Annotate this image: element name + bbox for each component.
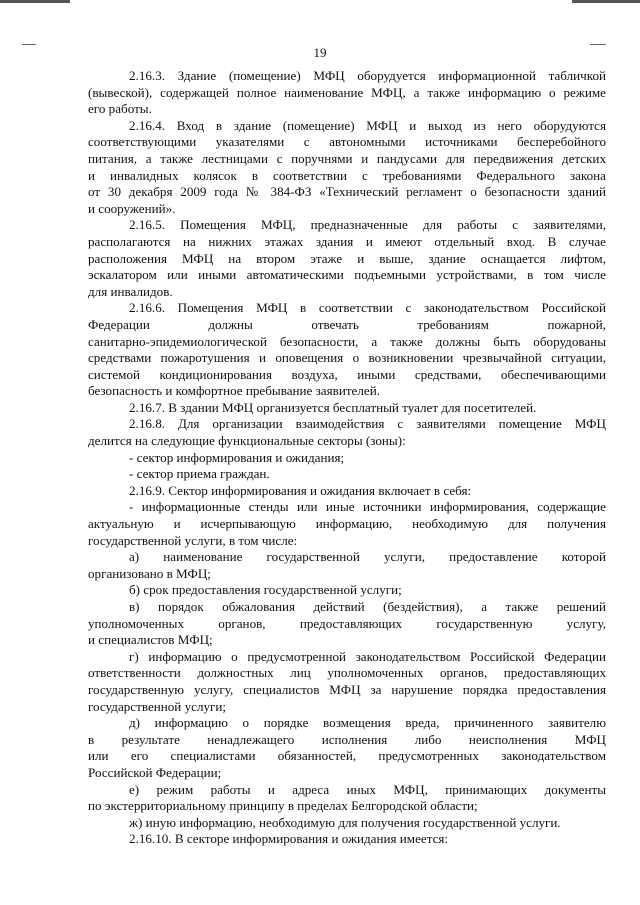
text-line: - информационные стенды или иные источники информирования, содержащие [129, 499, 606, 515]
text-line: ответственности должностных лиц уполномоченных органов, предоставляющих [88, 665, 606, 681]
text-line: и инвалидных колясок в соответствии с требованиями Федерального закона [88, 167, 606, 183]
text-line: 2.16.4. Вход в здание (помещение) МФЦ и выход из него оборудуются [129, 117, 606, 133]
text-line: уполномоченных органов, предоставляющих государственную услугу, [88, 615, 606, 631]
text-line: от 30 декабря 2009 года № 384-ФЗ «Технический регламент о безопасности зданий [88, 184, 606, 200]
text-line: организовано в МФЦ; [88, 565, 211, 581]
text-line: его работы. [88, 101, 152, 117]
text-line: средствами пожаротушения и оповещения о возникновении чрезвычайной ситуации, [88, 350, 606, 366]
text-line: 2.16.9. Сектор информирования и ожидания включает в себя: [129, 482, 472, 498]
text-line: санитарно-эпидемиологической безопасности, а также должны быть оборудованы [88, 333, 606, 349]
text-line: д) информацию о порядке возмещения вреда, причиненного заявителю [129, 715, 606, 731]
text-line: 2.16.5. Помещения МФЦ, предназначенные для работы с заявителями, [129, 217, 606, 233]
page-number: 19 [313, 45, 327, 60]
text-line: - сектор приема граждан. [129, 466, 270, 482]
text-line: 2.16.6. Помещения МФЦ в соответствии с законодательством Российской [129, 300, 606, 316]
text-line: государственную услугу, специалистов МФЦ за нарушение порядка предоставления [88, 681, 606, 697]
text-line: Федерации должны отвечать требованиям пожарной, [88, 316, 606, 332]
text-line: располагаются на нижних этажах здания и имеют отдельный вход. В случае [88, 233, 606, 249]
text-line: государственной услуги, в том числе: [88, 532, 298, 548]
document-body [88, 68, 606, 848]
text-line: системой кондиционирования воздуха, иными средствами, обеспечивающими [88, 366, 606, 382]
text-line: расположения МФЦ на втором этаже и выше, здание оснащается лифтом, [88, 250, 606, 266]
text-line: Российской Федерации; [88, 764, 222, 780]
text-line: ж) иную информацию, необходимую для получения государственной услуги. [129, 814, 561, 830]
text-line: и специалистов МФЦ; [88, 632, 213, 648]
text-line: и сооружений». [88, 200, 176, 216]
scan-edge-left [0, 0, 70, 3]
text-line: б) срок предоставления государственной услуги; [129, 582, 402, 598]
text-line: соответствующими указателями с автономными источниками бесперебойного [88, 134, 606, 150]
text-line: эскалатором или иными автоматическими подъемными устройствами, в том числе [88, 267, 606, 283]
text-line: е) режим работы и адреса иных МФЦ, принимающих документы [129, 781, 606, 797]
text-line: по экстерриториальному принципу в пределах Белгородской области; [88, 798, 478, 814]
text-line: для инвалидов. [88, 283, 173, 299]
scan-edge-right [572, 0, 640, 3]
text-line: 2.16.10. В секторе информирования и ожидания имеется: [129, 831, 449, 847]
text-line: в результате ненадлежащего исполнения либо неисполнения МФЦ [88, 731, 606, 747]
text-line: государственной услуги; [88, 698, 227, 714]
text-line: или его специалистами обязанностей, предусмотренных законодательством [88, 748, 606, 764]
text-line: а) наименование государственной услуги, предоставление которой [129, 549, 606, 565]
text-line: 2.16.3. Здание (помещение) МФЦ оборудуется информационной табличкой [129, 68, 606, 83]
text-line: 2.16.8. Для организации взаимодействия с заявителями помещение МФЦ [129, 416, 606, 432]
text-line: г) информацию о предусмотренной законодательством Российской Федерации [129, 648, 606, 664]
text-line: 2.16.7. В здании МФЦ организуется бесплатный туалет для посетителей. [129, 399, 537, 415]
text-line: актуальную и исчерпывающую информацию, необходимую для получения [88, 516, 606, 532]
text-line: безопасность и комфортное пребывание заявителей. [88, 383, 380, 399]
text-line: делится на следующие функциональные секторы (зоны): [88, 433, 406, 449]
text-line: в) порядок обжалования действий (бездействия), а также решений [129, 599, 606, 614]
text-line: питания, а также лестницами с поручнями и пандусами для передвижения детских [88, 150, 606, 166]
text-line: (вывеской), содержащей полное наименование МФЦ, а также информацию о режиме [88, 84, 606, 100]
text-line: - сектор информирования и ожидания; [129, 449, 345, 465]
